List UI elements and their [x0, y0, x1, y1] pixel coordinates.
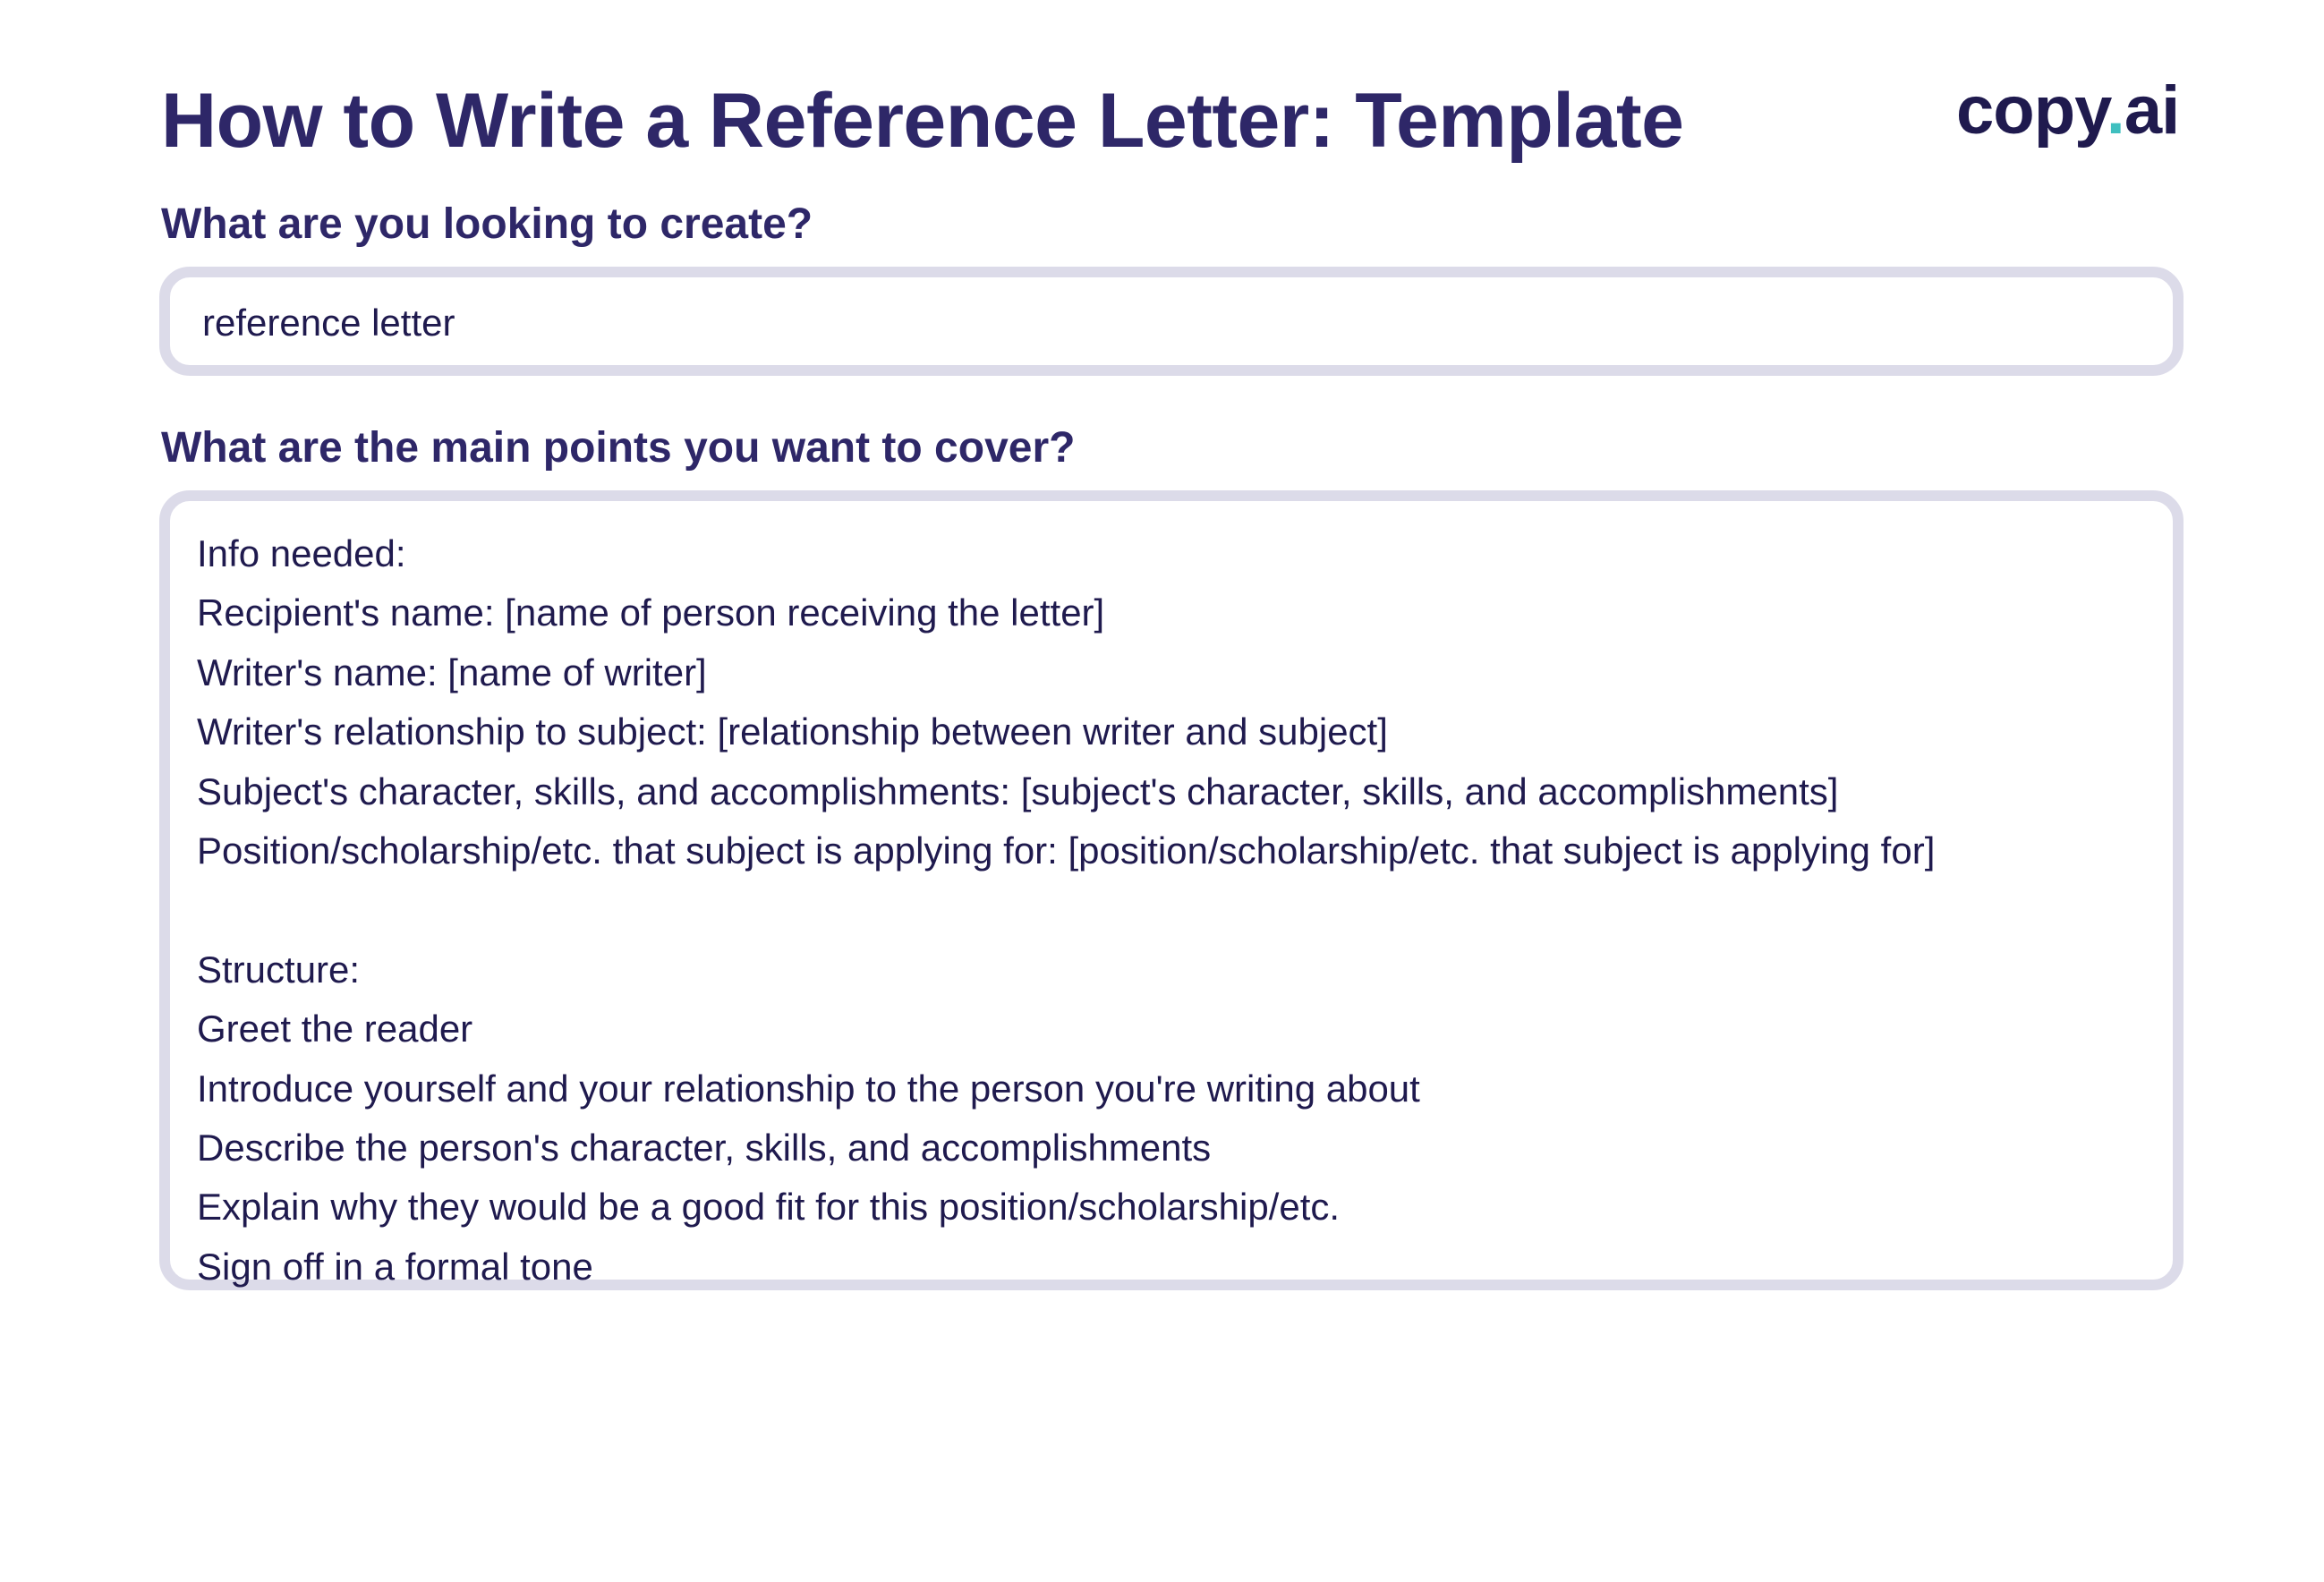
textarea-line: Describe the person's character, skills, and accomplishments [197, 1126, 1212, 1169]
textarea-line: Writer's relationship to subject: [relationship between writer and subject] [197, 710, 1388, 753]
create-question-label: What are you looking to create? [161, 200, 813, 248]
textarea-line: Greet the reader [197, 1008, 473, 1050]
logo-dot: . [2106, 72, 2124, 149]
textarea-line: Info needed: [197, 532, 406, 574]
textarea-line: Sign off in a formal tone [197, 1245, 593, 1288]
textarea-line: Subject's character, skills, and accomplishments: [subject's character, skills, and accomplishments] [197, 770, 1839, 812]
textarea-line: Introduce yourself and your relationship to the person you're writing about [197, 1067, 1420, 1110]
main-points-question-label: What are the main points you want to cover? [161, 424, 1076, 472]
textarea-line [197, 880, 2151, 940]
logo-text-copy: copy [1956, 72, 2107, 149]
textarea-line: Writer's name: [name of writer] [197, 651, 707, 693]
main-points-textarea[interactable] [159, 490, 2184, 1290]
copy-ai-logo [1956, 73, 2179, 149]
create-input-value: reference letter [202, 302, 455, 344]
textarea-line: Position/scholarship/etc. that subject is applying for: [position/scholarship/etc. that subject is applying for] [197, 829, 1936, 872]
logo-text-ai: ai [2124, 72, 2180, 149]
textarea-line: Explain why they would be a good fit for this position/scholarship/etc. [197, 1186, 1341, 1229]
create-input[interactable] [159, 267, 2184, 376]
textarea-line: Structure: [197, 948, 361, 991]
textarea-line: Recipient's name: [name of person receiving the letter] [197, 591, 1105, 634]
page-title: How to Write a Reference Letter: Template [161, 78, 1684, 164]
